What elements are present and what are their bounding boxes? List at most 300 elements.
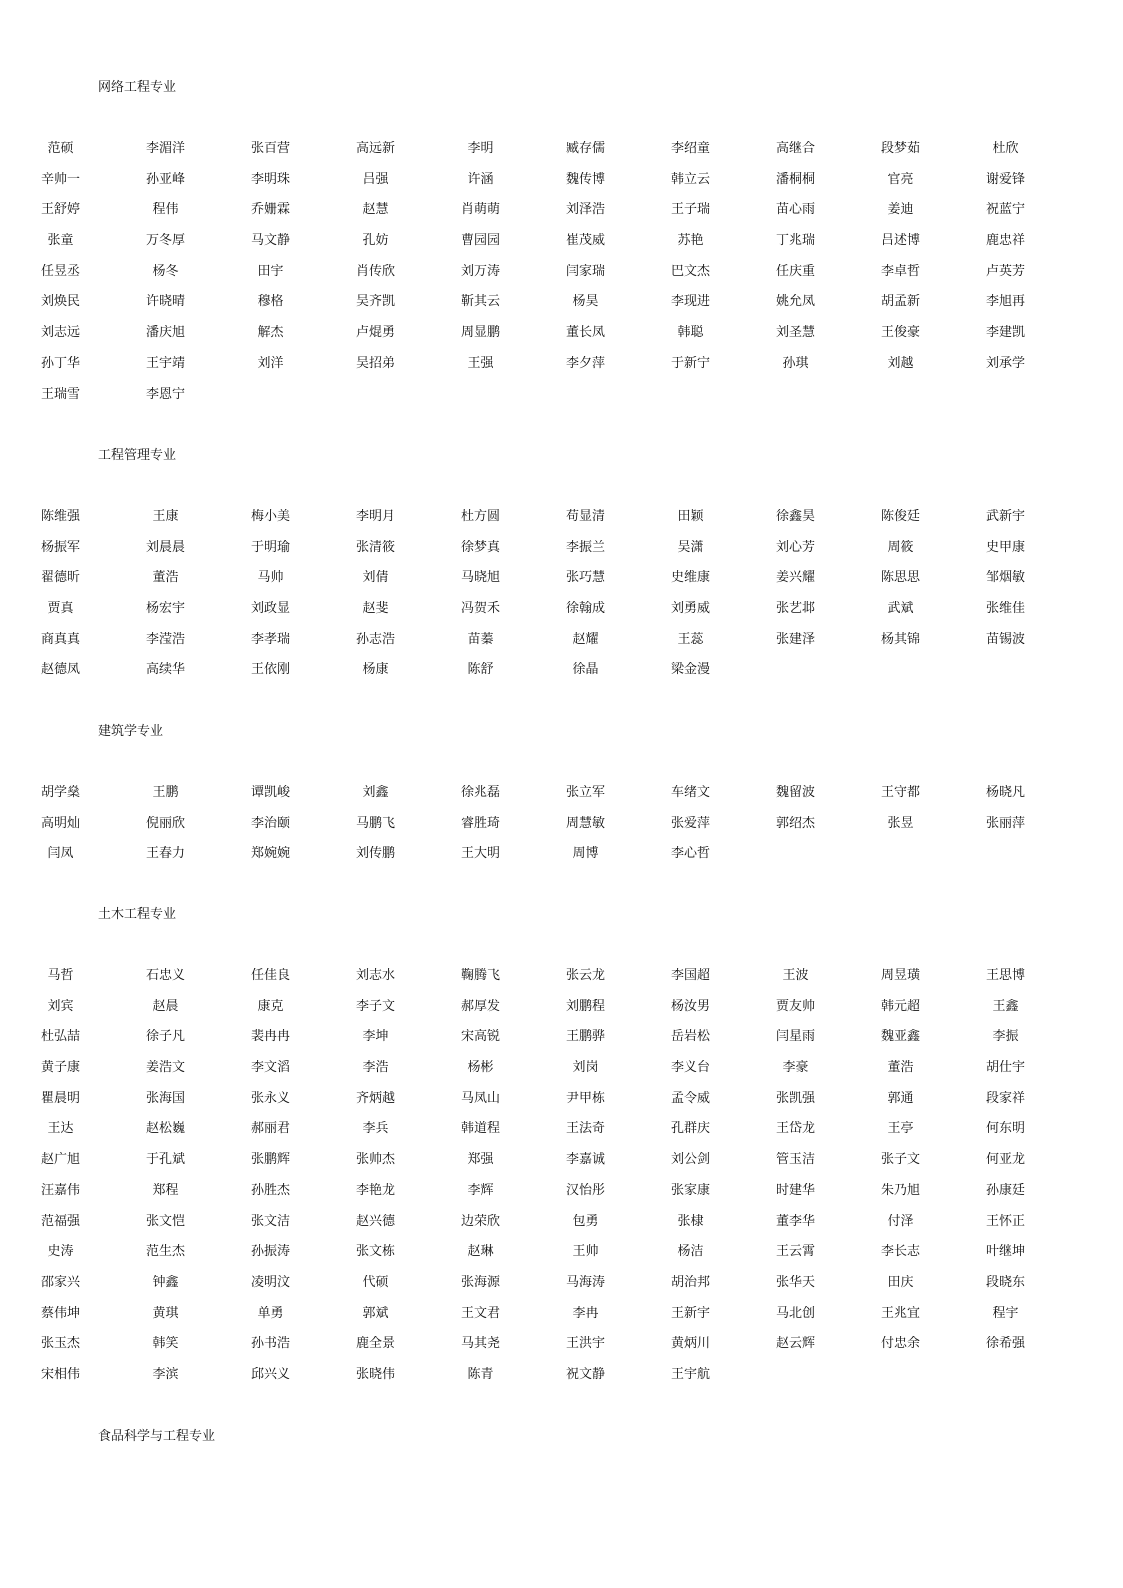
student-name: 陈俊廷 [880,509,920,524]
student-name: 董长凤 [565,325,605,341]
student-name: 张昱 [887,815,914,831]
student-name: 于孔斌 [145,1152,185,1168]
student-name: 吕述博 [880,233,920,249]
name-grid-network-engineering [8,141,1058,417]
student-name: 赵慧 [362,202,389,218]
student-name: 于明瑜 [250,539,290,555]
student-name: 刘志远 [40,325,80,341]
student-name: 靳其云 [460,294,500,310]
student-name: 高远新 [355,141,395,156]
section-title-network-engineering: 网络工程专业 [98,80,177,95]
student-name: 任庆重 [775,263,815,279]
student-name: 宋相伟 [40,1366,80,1382]
student-name: 周筱 [887,539,914,555]
student-name: 张家康 [670,1182,710,1198]
student-name: 韩道程 [460,1121,500,1137]
student-name: 杨昊 [572,294,599,310]
student-name: 王守都 [880,785,920,800]
student-name: 张鹏辉 [250,1152,290,1168]
student-name: 孙亚峰 [145,171,185,187]
student-name: 何东明 [985,1121,1025,1137]
student-name: 孔群庆 [670,1121,710,1137]
student-name: 张帅杰 [355,1152,395,1168]
student-name: 段晓东 [985,1274,1025,1290]
student-name: 周慧敏 [565,815,605,831]
student-name: 康克 [257,998,284,1014]
student-name: 汪嘉伟 [40,1182,80,1198]
student-name: 程伟 [152,202,179,218]
student-name: 付忠余 [880,1336,920,1352]
student-name: 李辉 [467,1182,494,1198]
student-name: 王大明 [460,846,500,862]
student-name: 代硕 [362,1274,389,1290]
student-name: 马凤山 [460,1090,500,1106]
student-name: 王文君 [460,1305,500,1321]
student-name: 卢英芳 [985,263,1025,279]
student-name: 王舒婷 [40,202,80,218]
student-name: 张百营 [250,141,290,156]
student-name: 李艳龙 [355,1182,395,1198]
student-name: 谭凯峻 [250,785,290,800]
student-name: 李夕萍 [565,355,605,371]
student-name: 裴冉冉 [250,1029,290,1045]
student-name: 孔妨 [362,233,389,249]
student-name: 杨宏宇 [145,601,185,617]
student-name: 刘泽浩 [565,202,605,218]
student-name: 刘政显 [250,601,290,617]
student-name: 苗锡波 [985,631,1025,647]
student-name: 张文恺 [145,1213,185,1229]
student-name: 高续华 [145,662,185,678]
student-name: 何亚龙 [985,1152,1025,1168]
student-name: 于新宁 [670,355,710,371]
student-name: 张晓伟 [355,1366,395,1382]
student-name: 韩立云 [670,171,710,187]
student-name: 王波 [782,968,809,983]
student-name: 鹿全景 [355,1336,395,1352]
student-name: 齐炳越 [355,1090,395,1106]
student-name: 周昱璜 [880,968,920,983]
student-name: 巴文杰 [670,263,710,279]
student-name: 穆格 [257,294,284,310]
student-name: 张永义 [250,1090,290,1106]
student-name: 祝文静 [565,1366,605,1382]
student-name: 郭斌 [362,1305,389,1321]
student-name: 李滢浩 [145,631,185,647]
student-name: 刘洋 [257,355,284,371]
student-name: 苏艳 [677,233,704,249]
student-name: 李长志 [880,1244,920,1260]
student-name: 凌明汶 [250,1274,290,1290]
student-name: 王蕊 [677,631,704,647]
student-name: 李振兰 [565,539,605,555]
student-name: 赵斐 [362,601,389,617]
student-name: 李义台 [670,1060,710,1076]
student-name: 郝丽君 [250,1121,290,1137]
student-name: 孙振涛 [250,1244,290,1260]
student-name: 王洪宇 [565,1336,605,1352]
student-name: 谢爱锋 [985,171,1025,187]
student-name: 闫星雨 [775,1029,815,1045]
student-name: 睿胜琦 [460,815,500,831]
student-name: 王法奇 [565,1121,605,1137]
student-name: 高继合 [775,141,815,156]
student-name: 张玉杰 [40,1336,80,1352]
student-name: 杜欣 [992,141,1019,156]
student-name: 魏亚鑫 [880,1029,920,1045]
student-name: 李滨 [152,1366,179,1382]
student-name: 刘勇威 [670,601,710,617]
student-name: 武新宇 [985,509,1025,524]
student-name: 郑程 [152,1182,179,1198]
student-name: 赵德凤 [40,662,80,678]
student-name: 李旭再 [985,294,1025,310]
student-name: 胡治邦 [670,1274,710,1290]
student-name: 马文静 [250,233,290,249]
student-name: 蔡伟坤 [40,1305,80,1321]
student-name: 杨洁 [677,1244,704,1260]
student-name: 郝厚发 [460,998,500,1014]
student-name: 马哲 [47,968,74,983]
student-name: 王俊豪 [880,325,920,341]
student-name: 胡学燊 [40,785,80,800]
student-name: 史涛 [47,1244,74,1260]
student-name: 张童 [47,233,74,249]
student-name: 韩聪 [677,325,704,341]
student-name: 苗心雨 [775,202,815,218]
name-grid-civil-engineering [8,968,1058,1398]
student-name: 张文洁 [250,1213,290,1229]
student-name: 李明 [467,141,494,156]
student-name: 肖萌萌 [460,202,500,218]
student-name: 王宇航 [670,1366,710,1382]
student-name: 李国超 [670,968,710,983]
section-title-food-science-engineering: 食品科学与工程专业 [98,1429,216,1444]
student-name: 李坤 [362,1029,389,1045]
student-name: 张巧慧 [565,570,605,586]
student-name: 郭绍杰 [775,815,815,831]
student-name: 徐子凡 [145,1029,185,1045]
student-name: 杨冬 [152,263,179,279]
student-name: 武斌 [887,601,914,617]
student-name: 鹿忠祥 [985,233,1025,249]
student-name: 刘公剑 [670,1152,710,1168]
student-name: 贾友帅 [775,998,815,1014]
student-name: 段家祥 [985,1090,1025,1106]
student-name: 李孝瑞 [250,631,290,647]
student-name: 邵家兴 [40,1274,80,1290]
student-name: 闫凤 [47,846,74,862]
student-name: 李浩 [362,1060,389,1076]
student-name: 刘传鹏 [355,846,395,862]
student-name: 魏留波 [775,785,815,800]
student-name: 王宇靖 [145,355,185,371]
student-name: 许涵 [467,171,494,187]
section-title-civil-engineering: 土木工程专业 [98,907,177,922]
student-name: 潘庆旭 [145,325,185,341]
student-name: 刘鹏程 [565,998,605,1014]
student-name: 黄琪 [152,1305,179,1321]
student-name: 张艺邶 [775,601,815,617]
student-name: 杨其锦 [880,631,920,647]
student-name: 任佳良 [250,968,290,983]
student-name: 石忠义 [145,968,185,983]
student-name: 倪丽欣 [145,815,185,831]
student-name: 董浩 [887,1060,914,1076]
student-name: 赵广旭 [40,1152,80,1168]
student-name: 杨振军 [40,539,80,555]
student-name: 徐晶 [572,662,599,678]
student-name: 管玉洁 [775,1152,815,1168]
student-name: 徐希强 [985,1336,1025,1352]
student-name: 田庆 [887,1274,914,1290]
student-name: 赵琳 [467,1244,494,1260]
student-name: 徐翰成 [565,601,605,617]
student-name: 刘万涛 [460,263,500,279]
student-name: 张建泽 [775,631,815,647]
student-name: 曹园园 [460,233,500,249]
student-name: 徐兆磊 [460,785,500,800]
student-name: 李振 [992,1029,1019,1045]
student-name: 王鹏 [152,785,179,800]
student-name: 赵耀 [572,631,599,647]
student-name: 梁金漫 [670,662,710,678]
student-name: 史甲康 [985,539,1025,555]
name-grid-architecture [8,785,1058,877]
student-name: 王鑫 [992,998,1019,1014]
student-name: 单勇 [257,1305,284,1321]
student-name: 李建凯 [985,325,1025,341]
student-name: 梅小美 [250,509,290,524]
student-name: 韩元超 [880,998,920,1014]
student-name: 许晓晴 [145,294,185,310]
student-name: 李明珠 [250,171,290,187]
student-name: 姚允凤 [775,294,815,310]
student-name: 郭通 [887,1090,914,1106]
student-name: 李湄洋 [145,141,185,156]
student-name: 张爱萍 [670,815,710,831]
student-name: 李兵 [362,1121,389,1137]
student-name: 刘志水 [355,968,395,983]
student-name: 李现进 [670,294,710,310]
student-name: 黄炳川 [670,1336,710,1352]
student-name: 孙胜杰 [250,1182,290,1198]
student-name: 范福强 [40,1213,80,1229]
student-name: 刘鑫 [362,785,389,800]
student-name: 王强 [467,355,494,371]
student-name: 肖传欣 [355,263,395,279]
student-name: 朱乃旭 [880,1182,920,1198]
student-name: 王鹏骅 [565,1029,605,1045]
student-name: 贾真 [47,601,74,617]
student-name: 张子文 [880,1152,920,1168]
student-name: 李绍童 [670,141,710,156]
student-name: 丁兆瑞 [775,233,815,249]
student-name: 程宇 [992,1305,1019,1321]
student-name: 祝蓝宁 [985,202,1025,218]
student-name: 商真真 [40,631,80,647]
student-name: 史维康 [670,570,710,586]
student-name: 解杰 [257,325,284,341]
student-name: 范生杰 [145,1244,185,1260]
student-name: 杨彬 [467,1060,494,1076]
student-name: 付泽 [887,1213,914,1229]
student-name: 刘心芳 [775,539,815,555]
student-name: 马鹏飞 [355,815,395,831]
student-name: 张海国 [145,1090,185,1106]
student-name: 瞿晨明 [40,1090,80,1106]
student-name: 孙琪 [782,355,809,371]
section-title-architecture: 建筑学专业 [98,724,164,739]
student-name: 刘倩 [362,570,389,586]
student-name: 刘越 [887,355,914,371]
student-name: 张清筱 [355,539,395,555]
student-name: 郑婉婉 [250,846,290,862]
student-name: 吴潇 [677,539,704,555]
student-name: 马北创 [775,1305,815,1321]
student-name: 张立军 [565,785,605,800]
student-name: 王康 [152,509,179,524]
student-name: 翟德昕 [40,570,80,586]
student-name: 段梦茹 [880,141,920,156]
student-name: 王云霄 [775,1244,815,1260]
student-name: 赵松巍 [145,1121,185,1137]
student-name: 宋高锐 [460,1029,500,1045]
student-name: 乔姗霖 [250,202,290,218]
student-name: 姜迪 [887,202,914,218]
student-name: 赵晨 [152,998,179,1014]
student-name: 王达 [47,1121,74,1137]
student-name: 王春力 [145,846,185,862]
student-name: 魏传博 [565,171,605,187]
student-name: 李冉 [572,1305,599,1321]
student-name: 王怀正 [985,1213,1025,1229]
student-name: 赵兴德 [355,1213,395,1229]
student-name: 马其尧 [460,1336,500,1352]
student-name: 田宇 [257,263,284,279]
student-name: 邱兴义 [250,1366,290,1382]
student-name: 董李华 [775,1213,815,1229]
student-name: 徐梦真 [460,539,500,555]
student-name: 陈思思 [880,570,920,586]
student-name: 臧存儒 [565,141,605,156]
name-grid-engineering-management [8,509,1058,693]
student-name: 官亮 [887,171,914,187]
student-name: 卢焜勇 [355,325,395,341]
student-name: 邹烟敏 [985,570,1025,586]
student-name: 张云龙 [565,968,605,983]
student-name: 马海涛 [565,1274,605,1290]
student-name: 王兆宜 [880,1305,920,1321]
student-name: 包勇 [572,1213,599,1229]
student-name: 苟显清 [565,509,605,524]
student-name: 刘圣慧 [775,325,815,341]
student-name: 张华天 [775,1274,815,1290]
student-name: 孙志浩 [355,631,395,647]
student-name: 马晓旭 [460,570,500,586]
student-name: 张维佳 [985,601,1025,617]
student-name: 杨晓凡 [985,785,1025,800]
student-name: 王亭 [887,1121,914,1137]
student-name: 周博 [572,846,599,862]
student-name: 王帅 [572,1244,599,1260]
student-name: 潘桐桐 [775,171,815,187]
student-name: 李治颐 [250,815,290,831]
student-name: 郑强 [467,1152,494,1168]
student-name: 崔茂威 [565,233,605,249]
student-name: 汉怡彤 [565,1182,605,1198]
student-name: 岳岩松 [670,1029,710,1045]
student-name: 杨康 [362,662,389,678]
student-name: 陈青 [467,1366,494,1382]
student-name: 闫家瑞 [565,263,605,279]
student-name: 李文滔 [250,1060,290,1076]
student-name: 车绪文 [670,785,710,800]
student-name: 叶继坤 [985,1244,1025,1260]
student-name: 辛帅一 [40,171,80,187]
student-name: 钟鑫 [152,1274,179,1290]
student-name: 陈舒 [467,662,494,678]
student-name: 刘承学 [985,355,1025,371]
student-name: 王岱龙 [775,1121,815,1137]
student-name: 李卓哲 [880,263,920,279]
student-name: 尹甲栋 [565,1090,605,1106]
student-name: 刘晨晨 [145,539,185,555]
student-name: 陈维强 [40,509,80,524]
student-name: 边荣欣 [460,1213,500,1229]
student-name: 张文栋 [355,1244,395,1260]
student-name: 王思博 [985,968,1025,983]
student-name: 鞠腾飞 [460,968,500,983]
student-name: 李明月 [355,509,395,524]
student-name: 苗蓁 [467,631,494,647]
student-name: 董浩 [152,570,179,586]
student-name: 王子瑞 [670,202,710,218]
student-name: 刘宾 [47,998,74,1014]
student-name: 赵云辉 [775,1336,815,1352]
student-name: 刘焕民 [40,294,80,310]
student-name: 黄子康 [40,1060,80,1076]
student-name: 田颖 [677,509,704,524]
student-name: 吴齐凯 [355,294,395,310]
student-name: 万冬厚 [145,233,185,249]
student-name: 李子文 [355,998,395,1014]
student-name: 李嘉诚 [565,1152,605,1168]
student-name: 任昱丞 [40,263,80,279]
student-name: 孙康廷 [985,1182,1025,1198]
student-name: 王新宇 [670,1305,710,1321]
student-name: 张丽萍 [985,815,1025,831]
student-name: 李恩宁 [145,386,185,402]
student-name: 高明灿 [40,815,80,831]
section-title-engineering-management: 工程管理专业 [98,448,177,463]
student-name: 吕强 [362,171,389,187]
student-name: 杨汝男 [670,998,710,1014]
student-name: 吴招弟 [355,355,395,371]
student-name: 周显鹏 [460,325,500,341]
student-name: 刘岗 [572,1060,599,1076]
student-name: 时建华 [775,1182,815,1198]
student-name: 杜弘喆 [40,1029,80,1045]
student-name: 孙书浩 [250,1336,290,1352]
student-name: 张海源 [460,1274,500,1290]
student-name: 冯贺禾 [460,601,500,617]
student-name: 王依刚 [250,662,290,678]
student-name: 孙丁华 [40,355,80,371]
student-name: 姜浩文 [145,1060,185,1076]
student-name: 范硕 [47,141,74,156]
student-name: 马帅 [257,570,284,586]
